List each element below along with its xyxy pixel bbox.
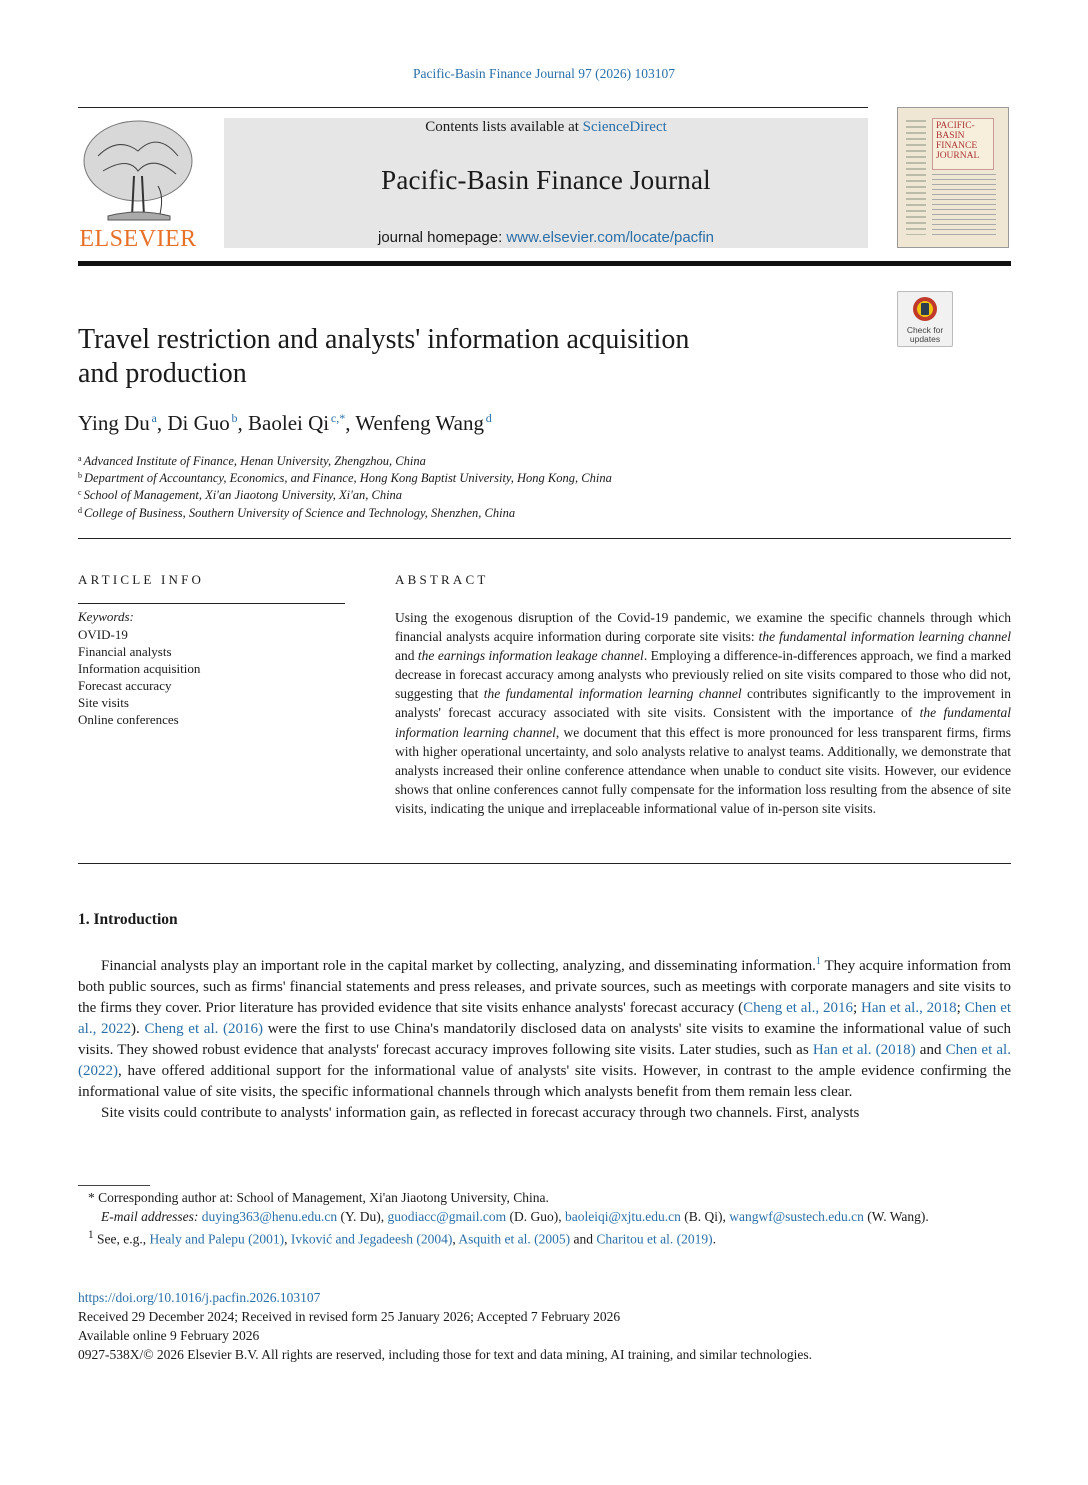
doi-link[interactable]: https://doi.org/10.1016/j.pacfin.2026.103107 xyxy=(78,1290,321,1305)
sciencedirect-link[interactable]: ScienceDirect xyxy=(582,119,667,135)
journal-citation[interactable]: Pacific-Basin Finance Journal 97 (2026) 103107 xyxy=(412,66,676,81)
journal-name: Pacific-Basin Finance Journal xyxy=(381,165,711,195)
author-name[interactable]: Ying Du xyxy=(78,411,150,435)
introduction-body xyxy=(78,951,1011,1124)
citation-link[interactable]: Healy and Palepu (2001) xyxy=(149,1231,285,1247)
footnote-rule xyxy=(78,1185,150,1186)
affiliation-a: $^a$ Advanced Institute of Finance, Henan University, Zhengzhou, China xyxy=(78,454,426,468)
homepage-link[interactable]: www.elsevier.com/locate/pacfin xyxy=(506,229,715,246)
email-link[interactable]: wangwf@sustech.edu.cn xyxy=(729,1209,864,1224)
affiliation-c: $^c$ School of Management, Xi'an Jiaotong University, Xi'an, China xyxy=(78,488,403,502)
copyright: 0927-538X/© 2026 Elsevier B.V. All rights are reserved, including those for text and data mining, AI training, and similar technologies. xyxy=(78,1347,812,1362)
abstract-text: Using the exogenous disruption of the Covid-19 pandemic, we examine the specific channels through which financial analysts acquire information during corporate site visits: the fundamental information learning channel and the earnings information leakage channel. Employing a difference-in-differences approach, we find a marked decrease in forecast accuracy among analysts who previously relied on site visits compared to those who did not, suggesting that the fundamental information learning channel contributes significantly to the improvement in analysts' forecast accuracy associated with site visits. Consistent with the importance of the fundamental information learning channel, we document that this effect is more pronounced for less transparent firms, firms with higher operational uncertainty, and solo analysts relative to analyst teams. Additionally, we demonstrate that analysts increased their online conference attendance when unable to conduct site visits. However, our evidence shows that online conferences cannot fully compensate for the information loss resulting from the absence of site visits, indicating the unique and irreplaceable informational value of in-person site visits. xyxy=(395,610,1011,816)
cover-sidebar-decoration xyxy=(906,120,926,235)
cover-title-line: BASIN xyxy=(936,131,965,141)
journal-cover-thumbnail[interactable] xyxy=(897,107,1009,248)
article-info-heading: ARTICLE INFO xyxy=(78,572,205,587)
available-online: Available online 9 February 2026 xyxy=(78,1328,260,1343)
author-affil-ref[interactable]: a xyxy=(151,411,157,425)
email-link[interactable]: guodiacc@gmail.com xyxy=(387,1209,507,1224)
email-link[interactable]: duying363@henu.edu.cn xyxy=(201,1209,338,1224)
citation-link[interactable]: Chen et al. (2022) xyxy=(78,1042,1011,1079)
keyword[interactable]: Financial analysts xyxy=(78,644,172,659)
keyword[interactable]: OVID-19 xyxy=(78,627,128,642)
cover-title-line: FINANCE xyxy=(936,141,978,151)
keyword[interactable]: Online conferences xyxy=(78,712,179,727)
corresponding-author-note: * Corresponding author at: School of Management, Xi'an Jiaotong University, China. xyxy=(88,1190,549,1205)
citation-link[interactable]: Cheng et al. (2016) xyxy=(144,1021,264,1037)
affiliation-d: $^d$ College of Business, Southern University of Science and Technology, Shenzhen, China xyxy=(78,506,516,520)
paragraph: Site visits could contribute to analysts' information gain, as reflected in forecast accuracy through two channels. First, analysts xyxy=(101,1105,860,1121)
keyword[interactable]: Information acquisition xyxy=(78,661,201,676)
citation-link[interactable]: Chen et al., 2022 xyxy=(78,1000,1012,1037)
citation-link[interactable]: Cheng et al., 2016 xyxy=(743,1000,853,1016)
author-list: Ying Du $^a$, Di Guo $^b$, Baolei Qi $^{c,*}$, Wenfeng Wang $^d$ xyxy=(78,411,492,435)
publication-info xyxy=(78,1288,812,1364)
check-for-updates-button[interactable] xyxy=(897,291,953,347)
section-heading-introduction: 1. Introduction xyxy=(78,911,178,928)
cover-title-line: PACIFIC- xyxy=(936,121,975,131)
citation-link[interactable]: Han et al., 2018 xyxy=(861,1000,957,1016)
publisher-wordmark: ELSEVIER xyxy=(79,226,197,252)
email-addresses: E-mail addresses: duying363@henu.edu.cn (Y. Du), guodiacc@gmail.com (D. Guo), baoleiqi@xjtu.edu.cn (B. Qi), wangwf@sustech.edu.cn (W. Wang). xyxy=(101,1209,929,1224)
author-name[interactable]: Wenfeng Wang xyxy=(355,411,484,435)
author-affil-ref[interactable]: b xyxy=(231,411,238,425)
header-thick-rule xyxy=(78,261,1011,266)
footnote-ref[interactable]: 1 xyxy=(815,956,821,967)
author-name[interactable]: Di Guo xyxy=(167,411,230,435)
citation-link[interactable]: Charitou et al. (2019) xyxy=(596,1231,713,1247)
received-dates: Received 29 December 2024; Received in revised form 25 January 2026; Accepted 7 February 2026 xyxy=(78,1309,621,1324)
affiliation-b: $^b$ Department of Accountancy, Economics, and Finance, Hong Kong Baptist University, Hong Kong, China xyxy=(78,471,612,485)
author-affil-ref[interactable]: c,* xyxy=(330,411,346,425)
author-name[interactable]: Baolei Qi xyxy=(248,411,330,435)
abstract-end-rule xyxy=(78,863,1011,864)
footnote-1: $^1$ See, e.g., Healy and Palepu (2001), Ivković and Jegadeesh (2004), Asquith et al. (2005) and Charitou et al. (2019). xyxy=(88,1229,717,1247)
contents-line: Contents lists available at ScienceDirect xyxy=(425,119,667,135)
check-updates-icon xyxy=(898,292,952,326)
article-title: Travel restriction and analysts' information acquisition and production xyxy=(78,324,690,389)
journal-homepage: journal homepage: www.elsevier.com/locate/pacfin xyxy=(377,229,715,246)
header-rule xyxy=(78,107,868,108)
author-affil-ref[interactable]: d xyxy=(485,411,492,425)
abstract-heading: ABSTRACT xyxy=(395,572,489,587)
cover-title-line: JOURNAL xyxy=(936,151,980,161)
paragraph: Financial analysts play an important role in the capital market by collecting, analyzing, and disseminating information.$^1$ They acquire information from both public sources, such as firms' financial statements and press releases, and private sources, such as meetings with corporate managers and site visits to the firms they cover. Prior literature has provided evidence that site visits enhance analysts' forecast accuracy (Cheng et al., 2016; Han et al., 2018; Chen et al., 2022). Cheng et al. (2016) were the first to use China's mandatorily disclosed data on analysts' site visits to examine the informational value of such visits. They showed robust evidence that analysts' forecast accuracy improves following site visits. Later studies, such as Han et al. (2018) and Chen et al. (2022), have offered additional support for the informational value of analysts' site visits. However, in contrast to the ample evidence confirming the informational value of site visits, the specific informational channels through which analysts benefit from them remain less clear. xyxy=(78,956,1012,1100)
citation-link[interactable]: Han et al. (2018) xyxy=(812,1042,916,1058)
keyword[interactable]: Site visits xyxy=(78,695,129,710)
keywords-list xyxy=(78,626,200,728)
citation-link[interactable]: Asquith et al. (2005) xyxy=(458,1231,571,1247)
cover-title-box xyxy=(932,118,994,170)
footnotes xyxy=(78,1188,1011,1249)
article-info-rule xyxy=(78,603,345,604)
check-updates-label: Check for updates xyxy=(906,325,944,344)
citation-link[interactable]: Ivković and Jegadeesh (2004) xyxy=(290,1231,453,1247)
email-link[interactable]: baoleiqi@xjtu.edu.cn xyxy=(564,1209,681,1224)
keywords-label: Keywords: xyxy=(78,609,134,624)
section-rule xyxy=(78,538,1011,539)
cover-contents-decoration xyxy=(932,174,996,236)
keyword[interactable]: Forecast accuracy xyxy=(78,678,172,693)
